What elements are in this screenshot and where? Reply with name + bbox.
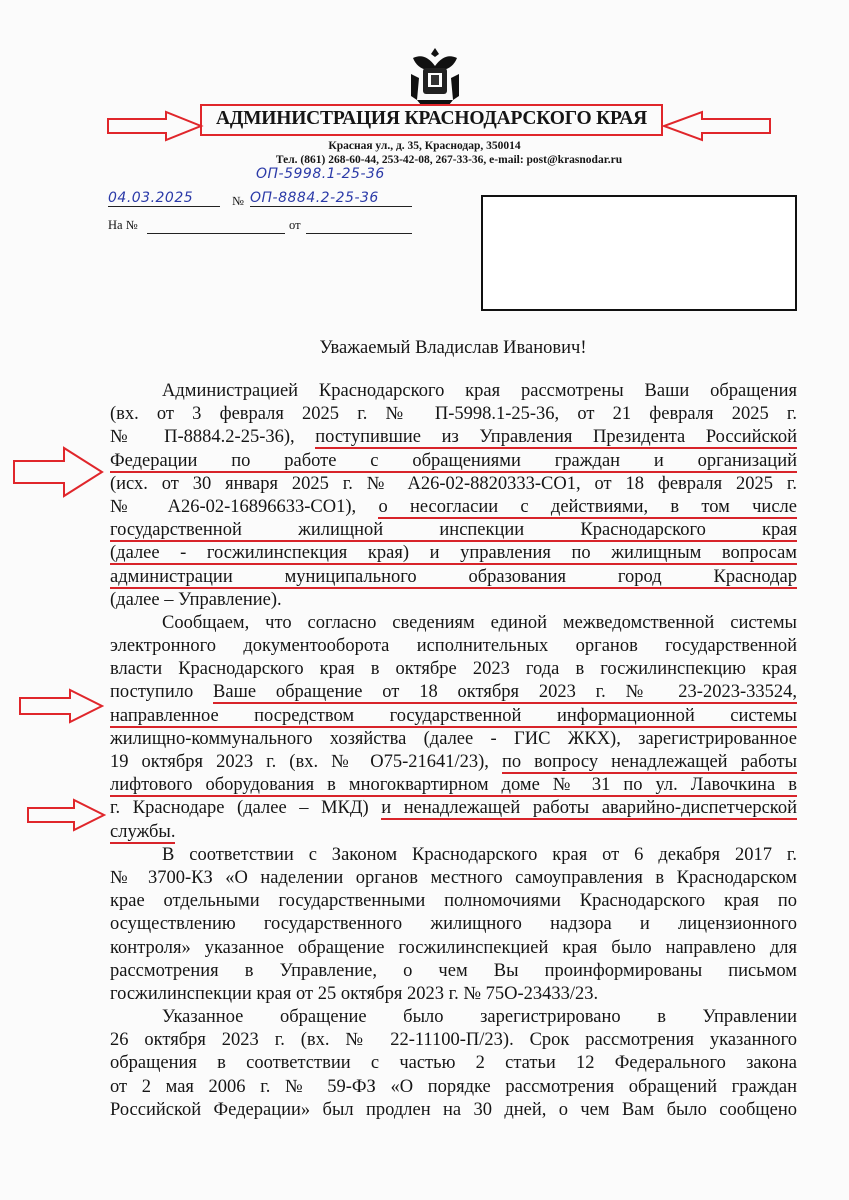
address: Красная ул., д. 35, Краснодар, 350014 [328, 140, 521, 152]
text-line [110, 473, 797, 496]
paragraph [110, 844, 797, 1006]
text-line [110, 589, 797, 612]
organization-title: АДМИНИСТРАЦИЯ КРАСНОДАРСКОГО КРАЯ [215, 108, 648, 129]
text-segment: крае отдельными государственными полномочиями Краснодарского края по [110, 891, 797, 912]
contacts: Тел. (861) 268-60-44, 253-42-08, 267-33-36, e-mail: post@krasnodar.ru [275, 154, 623, 166]
text-line [110, 1099, 797, 1122]
text-line [110, 705, 797, 728]
outgoing-number-2: ОП-8884.2-25-36 [250, 190, 412, 207]
text-segment: жилищно-коммунального хозяйства (далее - ГИС ЖКХ), зарегистрированное [110, 728, 797, 749]
text-line [110, 380, 797, 403]
text-segment: г. Краснодаре (далее – МКД) [110, 798, 382, 819]
outgoing-number-1: ОП-5998.1-25-36 [256, 166, 385, 182]
text-segment: поступило [110, 682, 214, 703]
reply-number-field [147, 218, 285, 234]
text-line [110, 913, 797, 936]
text-line [110, 681, 797, 704]
highlighted-text: администрации муниципального образования город Краснодар [110, 566, 797, 587]
paragraph [110, 380, 797, 612]
highlighted-text: Ваше обращение от 18 октября 2023 г. № 23-2023-33524, [213, 682, 797, 703]
text-line [110, 1052, 797, 1075]
text-segment: (исх. от 30 января 2025 г. № А26-02-8820333-СО1, от 18 февраля 2025 г. [110, 473, 797, 494]
text-line [110, 751, 797, 774]
reply-to-label: На № [108, 218, 138, 232]
text-line [110, 728, 797, 751]
highlighted-text: о несогласии с действиями, в том числе [378, 496, 797, 517]
text-segment: № 3700-КЗ «О наделении органов местного самоуправления в Краснодарском [110, 867, 797, 888]
text-line [110, 450, 797, 473]
paragraph [110, 612, 797, 844]
text-segment: Сообщаем, что согласно сведениям единой межведомственной системы [162, 612, 797, 633]
highlighted-text: по вопросу ненадлежащей работы [501, 752, 797, 772]
text-line [110, 426, 797, 449]
text-line [110, 983, 797, 1006]
text-line [110, 821, 797, 844]
arrow-right-icon [12, 446, 104, 498]
text-line [110, 1076, 797, 1099]
text-segment: Российской Федерации» был продлен на 30 дней, о чем Вам было сообщено [110, 1099, 797, 1120]
salutation: Уважаемый Владислав Иванович! [319, 338, 587, 358]
text-segment: № А26-02-16896633-СО1), [110, 496, 379, 517]
from-label: от [289, 218, 301, 232]
text-line [110, 1006, 797, 1029]
text-segment: от 2 мая 2006 г. № 59-ФЗ «О порядке рассмотрения обращений граждан [110, 1076, 797, 1097]
text-segment: рассмотрения в Управление, о чем Вы проинформированы письмом [110, 960, 797, 981]
highlighted-text: государственной жилищной инспекции Краснодарского края [110, 520, 797, 541]
coat-of-arms-icon [403, 44, 467, 108]
text-line [110, 566, 797, 589]
highlighted-text: поступившие из Управления Президента Российской [315, 427, 797, 448]
highlighted-text: службы. [110, 821, 176, 842]
text-line [110, 542, 797, 565]
text-segment: 19 октября 2023 г. (вх. № О75-21641/23), [110, 752, 502, 772]
text-line [110, 937, 797, 960]
text-line [110, 519, 797, 542]
text-line [110, 496, 797, 519]
arrow-left-icon [660, 110, 772, 142]
number-label: № [232, 194, 244, 208]
reply-date-field [306, 218, 412, 234]
text-line [110, 867, 797, 890]
text-segment: госжилинспекции края от 25 октября 2023 г. № 75О-23433/23. [110, 983, 599, 1004]
text-line [110, 1029, 797, 1052]
text-line [110, 890, 797, 913]
text-line [110, 844, 797, 867]
text-segment: (далее – Управление). [110, 589, 282, 610]
paragraph [110, 1006, 797, 1122]
text-segment: обращения в соответствии с частью 2 статьи 12 Федерального закона [110, 1053, 797, 1074]
text-line [110, 960, 797, 983]
text-line [110, 774, 797, 797]
arrow-right-icon [106, 110, 204, 142]
text-line [110, 612, 797, 635]
text-segment: 26 октября 2023 г. (вх. № 22-11100-П/23). Срок рассмотрения указанного [110, 1030, 797, 1051]
arrow-right-icon [18, 688, 104, 724]
text-segment: (вх. от 3 февраля 2025 г. № П-5998.1-25-36, от 21 февраля 2025 г. [110, 404, 797, 425]
text-segment: Указанное обращение было зарегистрировано в Управлении [162, 1007, 797, 1028]
text-line [110, 658, 797, 681]
text-segment: электронного документооборота исполнительных органов государственной [110, 636, 797, 657]
text-segment: В соответствии с Законом Краснодарского края от 6 декабря 2017 г. [162, 844, 797, 865]
highlighted-text: направленное посредством государственной информационной системы [110, 705, 797, 726]
highlighted-text: и ненадлежащей работы аварийно-диспетчерской [381, 798, 797, 819]
text-line [110, 635, 797, 658]
recipient-address-box [481, 195, 797, 311]
letter-body [110, 380, 797, 1122]
text-segment: осуществлению государственного жилищного надзора и лицензионного [110, 914, 797, 935]
highlighted-text: Федерации по работе с обращениями граждан и организаций [110, 450, 797, 471]
text-line [110, 403, 797, 426]
text-segment: контроля» указанное обращение госжилинспекцией края было направлено для [110, 937, 797, 958]
outgoing-date: 04.03.2025 [108, 190, 220, 207]
text-line [110, 797, 797, 820]
arrow-right-icon [26, 798, 106, 832]
text-segment: власти Краснодарского края в октябре 2023 года в госжилинспекцию края [110, 659, 797, 680]
text-segment: Администрацией Краснодарского края рассмотрены Ваши обращения [162, 381, 797, 401]
highlighted-text: (далее - госжилинспекция края) и управления по жилищным вопросам [110, 543, 797, 564]
text-segment: № П-8884.2-25-36), [110, 427, 316, 448]
highlighted-text: лифтового оборудования в многоквартирном доме № 31 по ул. Лавочкина в [110, 775, 797, 796]
